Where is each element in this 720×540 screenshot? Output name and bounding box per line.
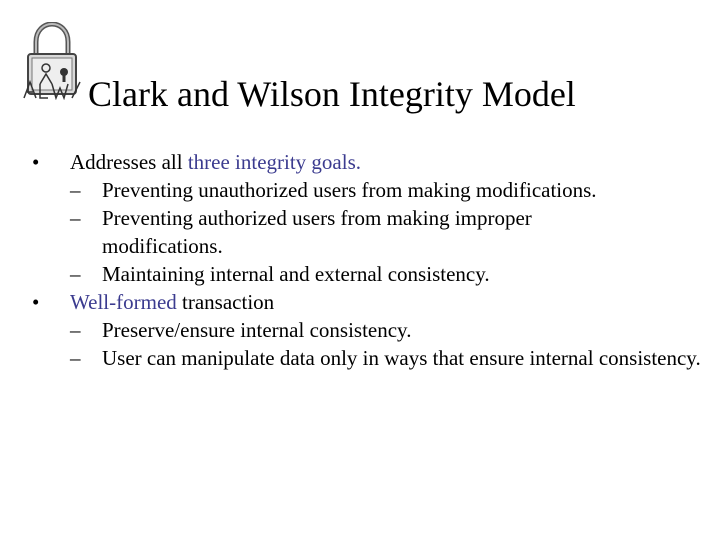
bullet-text: Addresses all: [70, 150, 188, 174]
sub-bullet-text: Preserve/ensure internal consistency.: [102, 318, 412, 342]
bullet-item: [28, 288, 708, 316]
sub-bullet-item: [28, 260, 708, 288]
bullet-marker: •: [32, 150, 40, 174]
dash-marker: –: [70, 206, 81, 230]
bullet-highlight: Well-formed: [70, 290, 177, 314]
sub-bullet-item: [28, 316, 708, 344]
bullet-item: [28, 148, 708, 176]
bullet-text: transaction: [176, 290, 275, 314]
sub-bullet-item: [28, 204, 642, 260]
bullet-highlight: three integrity goals.: [187, 150, 362, 174]
padlock-logo-icon: [20, 22, 84, 100]
dash-marker: –: [70, 178, 81, 202]
sub-bullet-text: Maintaining internal and external consistency.: [102, 262, 490, 286]
bullet-marker: •: [32, 290, 40, 314]
sub-bullet-text: Preventing unauthorized users from making modifications.: [102, 178, 597, 202]
sub-bullet-item: [28, 344, 702, 372]
dash-marker: –: [70, 262, 81, 286]
dash-marker: –: [70, 318, 81, 342]
slide-content: [28, 148, 708, 372]
sub-bullet-text: Preventing authorized users from making improper modifications.: [102, 206, 532, 258]
dash-marker: –: [70, 346, 81, 370]
sub-bullet-item: [28, 176, 708, 204]
slide-title: Clark and Wilson Integrity Model: [88, 74, 576, 114]
sub-bullet-text: User can manipulate data only in ways that ensure internal consistency.: [102, 346, 701, 370]
